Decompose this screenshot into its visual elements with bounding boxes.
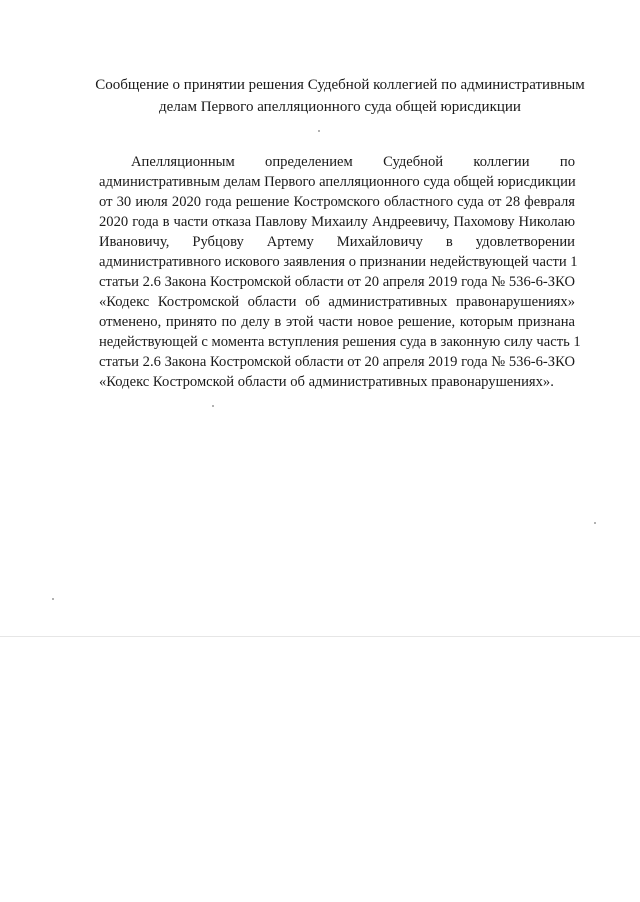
body-line: «Кодекс Костромской области об административных правонарушениях» [99, 294, 575, 310]
scan-speck [212, 405, 214, 407]
body-line: «Кодекс Костромской области об административных правонарушениях». [99, 374, 554, 390]
body-line: отменено, принято по делу в этой части новое решение, которым признана [99, 314, 575, 330]
body-line: административного искового заявления о признании недействующей части 1 [99, 254, 578, 270]
document-body [99, 152, 581, 392]
body-line: от 30 июля 2020 года решение Костромского областного суда от 28 февраля [99, 194, 575, 210]
body-line: Ивановичу, Рубцову Артему Михайловичу в удовлетворении [99, 234, 575, 250]
body-line: административным делам Первого апелляционного суда общей юрисдикции [99, 174, 576, 190]
scan-fold-line [0, 636, 640, 637]
scan-speck [594, 522, 596, 524]
document-title [90, 74, 590, 118]
body-line: недействующей с момента вступления решения суда в законную силу часть 1 [99, 334, 581, 350]
title-line: делам Первого апелляционного суда общей юрисдикции [159, 99, 521, 115]
body-line: статьи 2.6 Закона Костромской области от 20 апреля 2019 года № 536-6-ЗКО [99, 354, 575, 370]
body-line: 2020 года в части отказа Павлову Михаилу Андреевичу, Пахомову Николаю [99, 214, 575, 230]
scan-speck [318, 130, 320, 132]
body-line: Апелляционным определением Судебной коллегии по [131, 154, 575, 170]
scan-speck [52, 598, 54, 600]
body-line: статьи 2.6 Закона Костромской области от 20 апреля 2019 года № 536-6-ЗКО [99, 274, 575, 290]
title-line: Сообщение о принятии решения Судебной коллегией по административным [95, 77, 585, 93]
